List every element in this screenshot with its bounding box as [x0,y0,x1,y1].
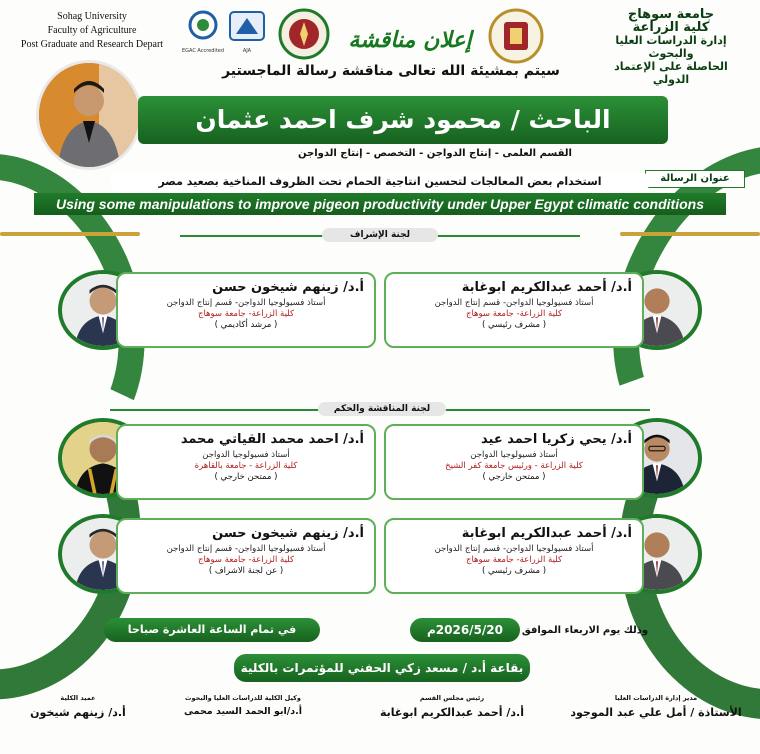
advisor-name: أ.د/ زينهم شيخون حسن [212,280,364,295]
external-examiner-card [384,424,644,500]
defense-date: 2026/5/20م [410,618,520,642]
examiner-affiliation: كلية الزراعة- جامعة سوهاج [197,555,295,565]
header-arabic-block [596,8,746,86]
supervisor-card [384,272,644,348]
advisor-card [116,272,376,348]
defense-venue: بقاعة أ.د / مسعد زكي الحفني للمؤتمرات بالكلية [234,654,530,682]
external-examiner-card [116,424,376,500]
examiner-role: ( ممتحن خارجي ) [214,472,278,482]
examiner-name: أ.د/ زينهم شيخون حسن [212,526,364,541]
signature-dean [18,694,138,719]
signature-department-head [362,694,542,719]
signature-name: أ.د/ زينهم شيخون [30,706,126,719]
signature-name: أ.د/ أحمد عبدالكريم ابوغابة [379,706,525,719]
decor-gold-line [0,232,140,236]
supervision-section-label: لجنة الإشراف [322,228,438,242]
examiner-affiliation: كلية الزراعة - ورئيس جامعة كفر الشيخ [445,461,583,471]
supervisor-name: أ.د/ أحمد عبدالكريم ابوغابة [461,280,632,295]
announcement-subline: سيتم بمشيئة الله تعالى مناقشة رسالة الماجستير [222,63,560,79]
announcement-title: إعلان مناقشة [348,28,472,53]
header-university-ar: جامعة سوهاج [627,7,715,22]
examiner-affiliation: كلية الزراعة- جامعة سوهاج [465,555,563,565]
advisor-title: أستاذ فسيولوجيا الدواجن- قسم إنتاج الدواجن [166,298,326,308]
researcher-photo [36,60,142,170]
egac-caption: EGAC Accredited [181,48,225,54]
header-faculty-ar: كلية الزراعة [632,20,710,35]
supervisor-affiliation: كلية الزراعة- جامعة سوهاج [465,309,563,319]
examiner-role: ( مشرف رئيسي ) [481,566,547,576]
examiner-role: ( ممتحن خارجي ) [482,472,546,482]
committee-section-label: لجنة المناقشة والحكم [318,402,446,416]
examiner-role: ( عن لجنة الاشراف ) [208,566,284,576]
thesis-title-label: عنوان الرسالة [645,170,745,188]
decor-gold-line [620,232,760,236]
signature-role: مدير إدارة الدراسات العليا [614,694,698,702]
header-faculty: Faculty of Agriculture [47,25,137,36]
examiner-title: أستاذ فسيولوجيا الدواجن [202,450,290,460]
faculty-logo-icon [278,8,330,60]
examiner-affiliation: كلية الزراعة - جامعة بالقاهرة [194,461,298,471]
examiner-name: أ.د/ يحي زكريا احمد عيد [481,432,632,447]
signature-role: عميد الكلية [60,694,96,702]
examiner-title: أستاذ فسيولوجيا الدواجن- قسم إنتاج الدواجن [166,544,326,554]
header-university: Sohag University [57,11,127,22]
defense-time: في تمام الساعة العاشرة صباحا [104,618,320,642]
committee-supervision-rep-card [116,518,376,594]
date-prefix: وذلك يوم الاربعاء الموافق [521,625,649,636]
signature-grad-director [558,694,754,719]
university-logo-icon [488,8,544,64]
researcher-department: القسم العلمى - إنتاج الدواجن - التخصص - إنتاج الدواجن [298,148,572,159]
signature-name: الأستاذة / أمل علي عبد الموجود [570,706,742,719]
signature-vice-dean [168,694,318,717]
signature-role: وكيل الكلية للدراسات العليا والبحوث [185,694,301,702]
thesis-title-english: Using some manipulations to improve pigeon productivity under Upper Egypt climatic conditions [34,193,726,215]
examiner-title: أستاذ فسيولوجيا الدواجن [470,450,558,460]
supervisor-role: ( مشرف رئيسي ) [481,320,547,330]
researcher-name: الباحث / محمود شرف احمد عثمان [138,96,668,144]
header-accreditation-ar: الحاصلة على الإعتماد الدولي [614,60,728,86]
header-department: Post Graduate and Research Depart [20,39,164,50]
signature-role: رئيس مجلس القسم [419,694,485,702]
examiner-name: أ.د/ احمد محمد القياتي محمد [180,432,364,447]
header-english-block [12,10,172,52]
thesis-title-arabic: استخدام بعض المعالجات لتحسين انتاجية الحمام تحت الظروف المناخية بصعيد مصر [110,172,650,192]
committee-supervisor-card [384,518,644,594]
advisor-role: ( مرشد أكاديمي ) [214,320,278,330]
examiner-title: أستاذ فسيولوجيا الدواجن- قسم إنتاج الدواجن [434,544,594,554]
advisor-affiliation: كلية الزراعة- جامعة سوهاج [197,309,295,319]
aja-caption: AJA [242,48,252,54]
supervisor-title: أستاذ فسيولوجيا الدواجن- قسم إنتاج الدواجن [434,298,594,308]
signature-name: أ.د/ابو الحمد السيد محمى [183,706,302,717]
examiner-name: أ.د/ أحمد عبدالكريم ابوغابة [461,526,632,541]
header-department-ar: إدارة الدراسات العليا والبحوث [615,34,727,60]
